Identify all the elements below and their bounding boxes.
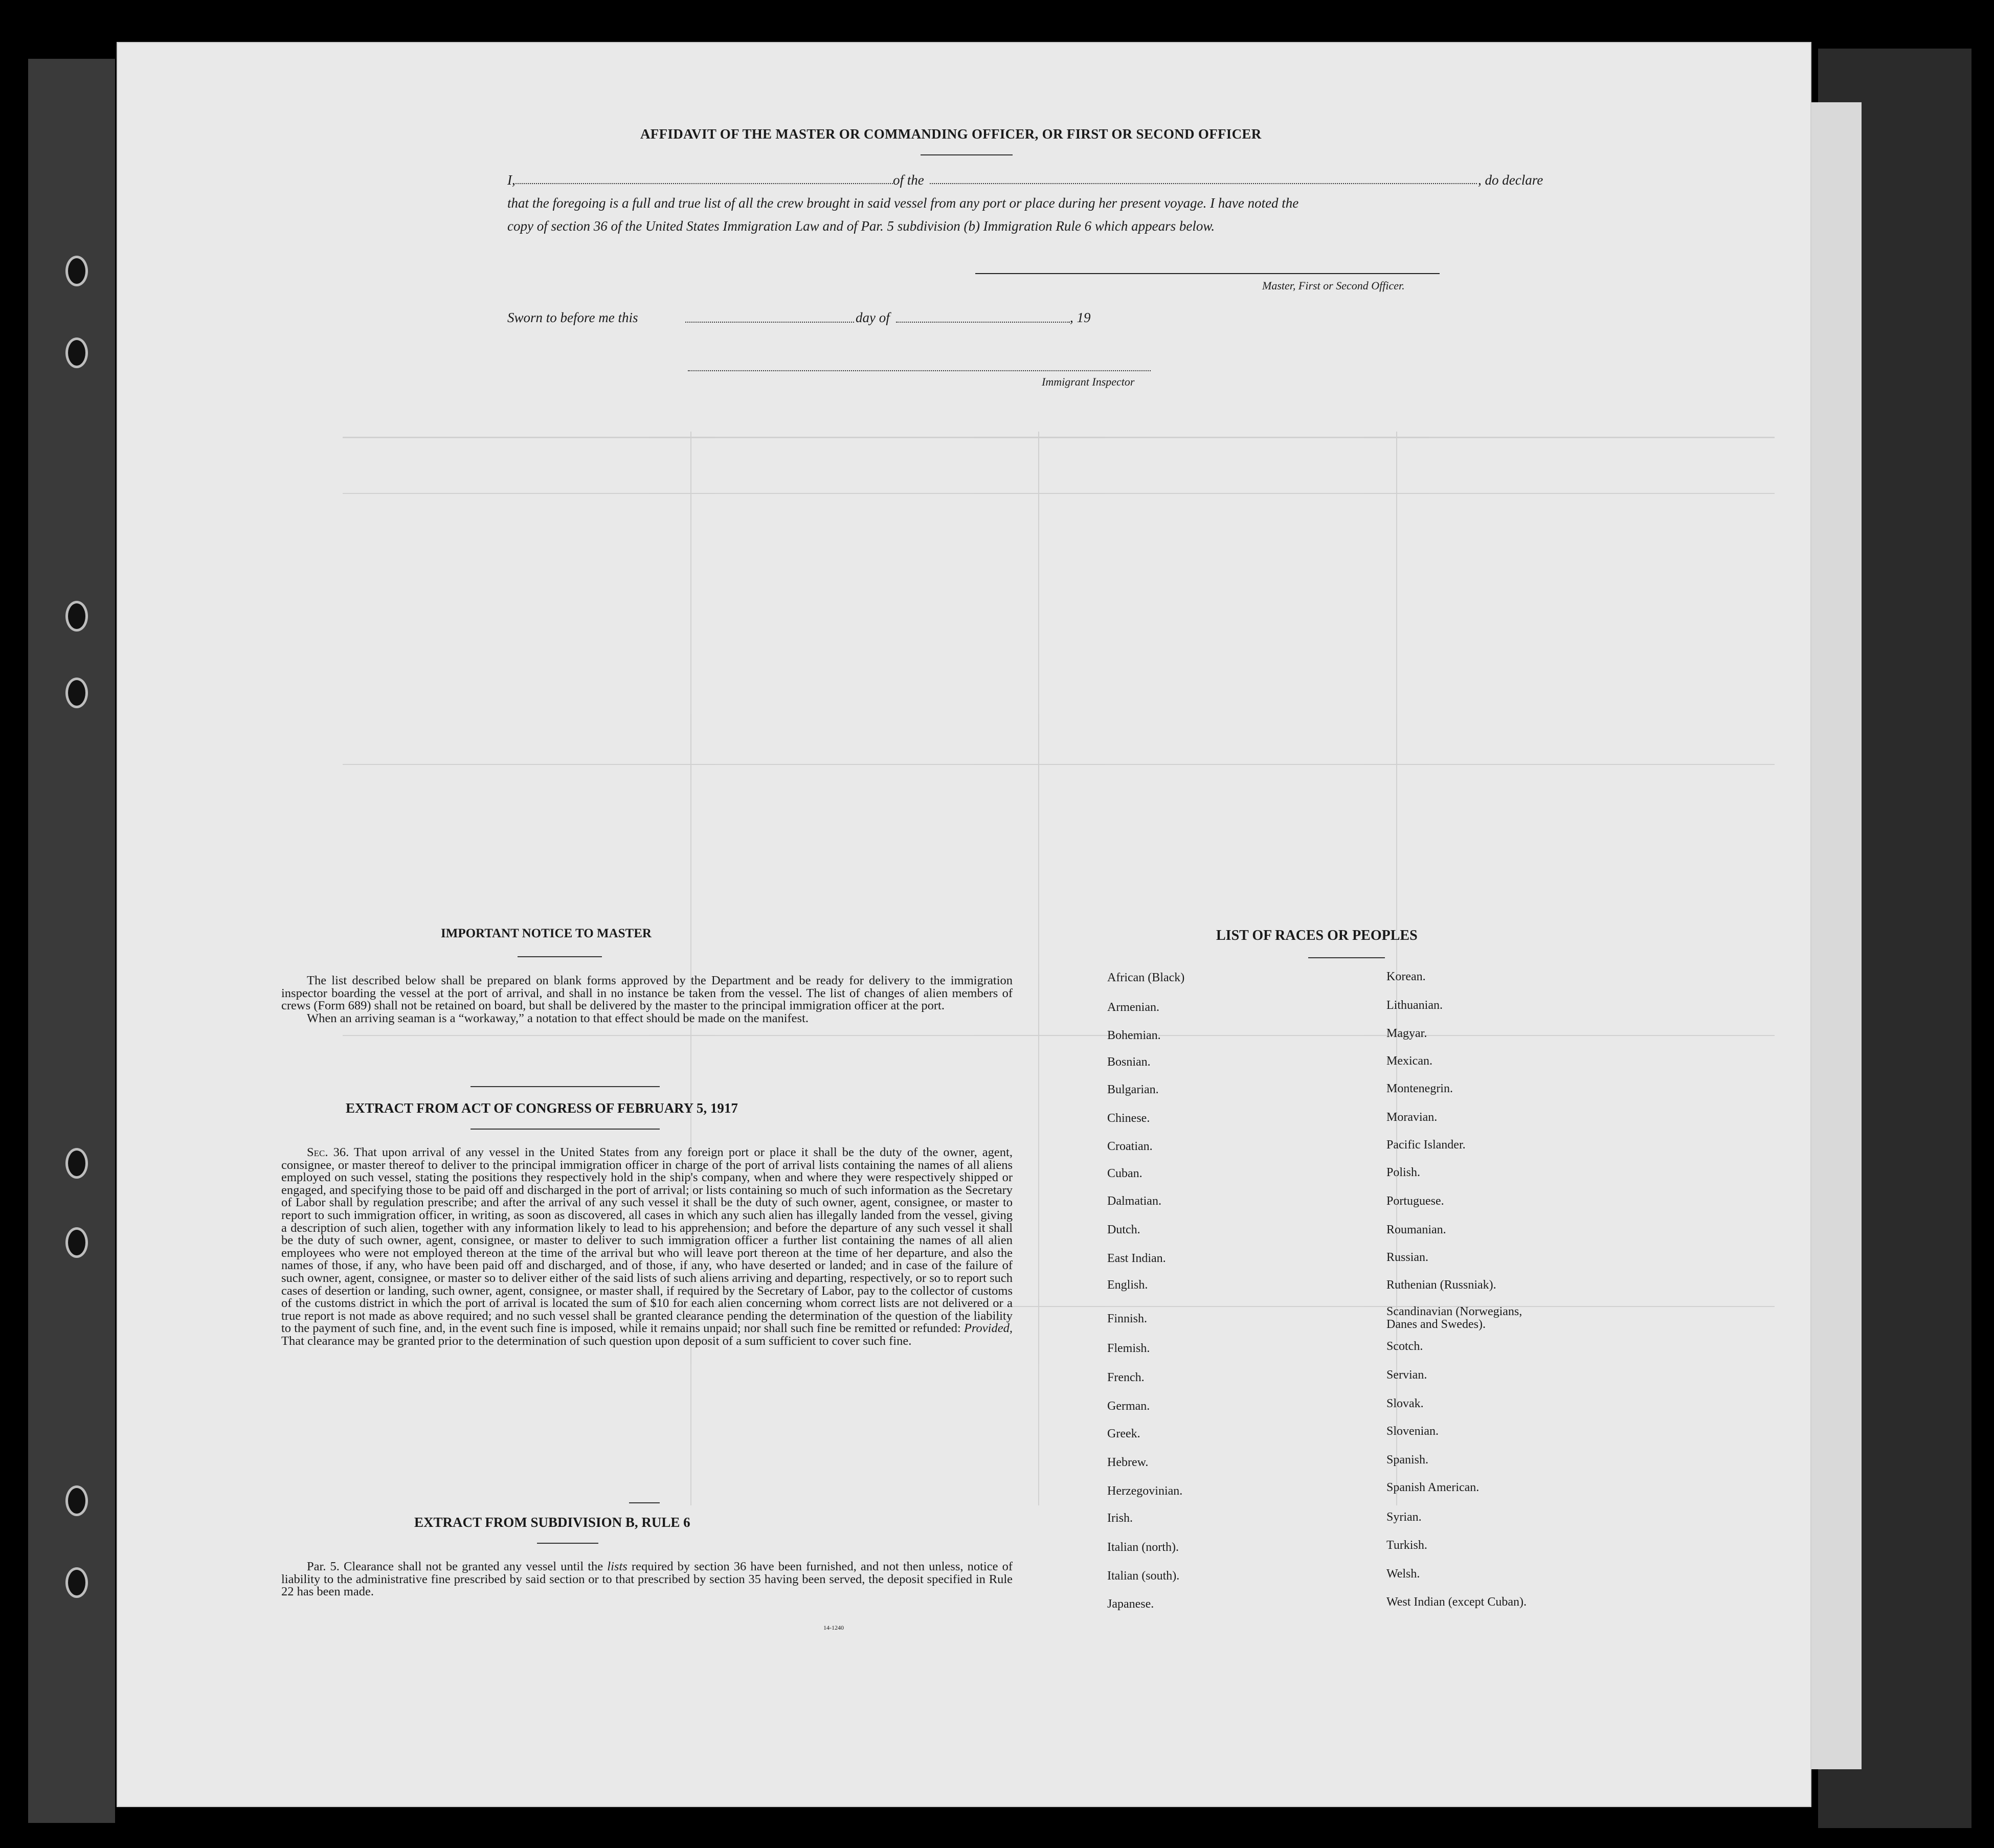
race-item: Dutch. [1107,1223,1140,1236]
binder-ring [65,337,88,368]
notice-body [281,975,1013,1025]
declarant-name-field[interactable] [516,183,893,184]
affidavit-line-2: copy of section 36 of the United States Immigration Law and of Par. 5 subdivision (b) Immigration Rule 6 which appears below. [507,218,1215,234]
sworn-day-field[interactable] [685,322,854,323]
race-item: Scotch. [1386,1340,1423,1353]
sworn-month-field[interactable] [896,322,1070,323]
race-item: Mexican. [1386,1054,1432,1068]
notice-paragraph-1: The list described below shall be prepared on blank forms approved by the Department and be ready for delivery to the immigration inspector boarding the vessel at the port of arrival, and shall in no instance be taken from the vessel. The list of changes of alien members of crews (Form 689) shall not be retained on board, but shall be delivered by the master to the principal immigration officer at the port. [281,974,1013,1013]
race-item: Italian (north). [1107,1541,1179,1554]
race-item: Spanish American. [1386,1481,1480,1494]
race-item: Montenegrin. [1386,1082,1453,1095]
race-item: Armenian. [1107,1001,1159,1014]
race-item: Herzegovinian. [1107,1484,1183,1498]
race-item: Slovenian. [1386,1425,1439,1438]
rule-extract-title: EXTRACT FROM SUBDIVISION B, RULE 6 [414,1515,690,1530]
race-item: Lithuanian. [1386,999,1443,1012]
race-item: French. [1107,1371,1145,1384]
binder-ring [65,1567,88,1598]
divider [471,1086,660,1087]
race-item: Dalmatian. [1107,1195,1161,1208]
race-item: Russian. [1386,1251,1429,1264]
race-item: Roumanian. [1386,1223,1446,1236]
races-title: LIST OF RACES OR PEOPLES [1216,928,1418,943]
race-item: Bosnian. [1107,1055,1151,1069]
race-item: Servian. [1386,1368,1427,1382]
declare-label: , do declare [1478,172,1543,188]
race-item: Chinese. [1107,1112,1150,1125]
race-item: Bulgarian. [1107,1083,1159,1096]
divider [629,1502,660,1503]
race-item: Spanish. [1386,1453,1429,1467]
divider [518,956,602,957]
affidavit-line-1: that the foregoing is a full and true list of all the crew brought in said vessel from any port or place during her present voyage. I have noted the [507,195,1299,211]
underlying-page [1805,102,1862,1769]
race-item: Cuban. [1107,1167,1142,1180]
section-label: Sec. 36. [307,1145,349,1159]
section-36-text-end: That clearance may be granted prior to the determination of such question upon deposit of a sum sufficient to cover such fine. [281,1334,912,1348]
race-item: Magyar. [1386,1027,1427,1040]
race-item: Korean. [1386,970,1426,983]
inspector-label: Immigrant Inspector [1042,375,1135,388]
rule-text-a: Par. 5. Clearance shall not be granted any vessel until the [307,1560,603,1573]
inspector-signature-field[interactable] [688,370,1151,371]
form-number: 14-1240 [823,1624,844,1631]
divider [537,1543,598,1544]
rule-lists-word: lists [607,1560,628,1573]
vessel-label: of the [893,172,924,188]
race-item: Scandinavian (Norwegians, [1386,1305,1522,1318]
race-item: Japanese. [1107,1597,1154,1611]
notice-paragraph-2: When an arriving seaman is a “workaway,” a notation to that effect should be made on the manifest. [307,1011,809,1025]
race-item: Turkish. [1386,1539,1427,1552]
race-item: Moravian. [1386,1111,1438,1124]
race-item: Finnish. [1107,1312,1148,1325]
race-item: Pacific Islander. [1386,1138,1466,1152]
master-signature-label: Master, First or Second Officer. [1262,279,1405,292]
binder-ring [65,1148,88,1179]
sworn-label: Sworn to before me this [507,310,638,325]
divider [1308,957,1385,958]
race-item: English. [1107,1278,1148,1292]
vessel-name-field[interactable] [930,183,1477,184]
act-extract-title: EXTRACT FROM ACT OF CONGRESS OF FEBRUARY 5, 1917 [346,1100,738,1116]
race-item: Portuguese. [1386,1195,1444,1208]
binder-ring [65,601,88,632]
race-item: Bohemian. [1107,1029,1161,1042]
race-item: Syrian. [1386,1511,1422,1524]
rule-extract-body [281,1561,1013,1598]
race-item: Irish. [1107,1512,1133,1525]
provided-label: Provided, [964,1321,1013,1336]
race-item: East Indian. [1107,1252,1166,1265]
affidavit-title: AFFIDAVIT OF THE MASTER OR COMMANDING OFFICER, OR FIRST OR SECOND OFFICER [640,126,1262,142]
bleed-through [312,104,1790,1704]
race-item: Flemish. [1107,1342,1150,1355]
race-item: Ruthenian (Russniak). [1386,1278,1496,1292]
race-item: African (Black) [1107,971,1185,984]
act-extract-body [281,1146,1013,1348]
binder-ring [65,1485,88,1516]
race-item: Polish. [1386,1166,1421,1179]
race-item: Slovak. [1386,1397,1424,1410]
section-36-text: That upon arrival of any vessel in the United States from any foreign port or place it shall be the duty of the owner, agent, consignee, or master thereof to deliver to the principal immigration officer in charge of the port of arrival lists containing the names of all aliens employed on such vessel, stating the positions they respectively hold in the ship's company, when and where they were respectively shipped or engaged, and specifying those to be paid off and discharged in the port of arrival; or lists containing so much of such information as the Secretary of Labor shall by regulation prescribe; and after the arrival of any such vessel it shall be the duty of such owner, agent, consignee, or master to report to such immigration officer, in writing, as soon as discovered, all cases in which any such alien has illegally landed from the vessel, giving a description of such alien, together with any information likely to lead to his apprehension; and before the departure of any such vessel it shall be the duty of such owner, agent, consignee, or master to deliver to such immigration officer a further list containing the names of all alien employees who were not employed thereon at the time of the arrival but who will leave port thereon at the time of her departure, and also the names of those, if any, who have been paid off and discharged, and of those, if any, who have deserted or landed; and in case of the failure of such owner, agent, consignee, or master so to deliver either of the said lists of such aliens arriving and departing, respectively, or so to report such cases of desertion or landing, such owner, agent, consignee, or master shall, if required by the Secretary of Labor, pay to the collector of customs of the customs district in which the port of arrival is located the sum of $10 for each alien concerning whom correct lists are not delivered or a true report is not made as above required; and no such vessel shall be granted clearance pending the determination of the question of the liability to the payment of such fine, and, in the event such fine is imposed, while it remains unpaid; nor shall such fine be remitted or refunded: [281,1145,1013,1336]
race-item: West Indian (except Cuban). [1386,1595,1527,1609]
race-item: Italian (south). [1107,1569,1180,1583]
binder-ring [65,678,88,708]
day-of-label: day of [856,310,890,325]
race-item: Hebrew. [1107,1456,1149,1469]
race-item: Greek. [1107,1427,1140,1440]
divider [471,1129,660,1130]
notice-title: IMPORTANT NOTICE TO MASTER [441,927,652,940]
master-signature-line[interactable] [975,273,1440,274]
declarant-label: I, [507,172,516,188]
binder-ring [65,256,88,286]
year-label: , 19 [1070,310,1091,325]
race-item: Welsh. [1386,1567,1420,1581]
race-item: Croatian. [1107,1140,1153,1153]
rule-text-b: required by section 36 have been furnished, and not then unless, notice of liability to the administrative fine prescribed by said section or to that prescribed by section 35 having been served, the deposit specified in Rule 22 has been made. [281,1560,1013,1599]
binder-edge-left [28,59,115,1823]
binder-ring [65,1227,88,1258]
race-item-continuation: Danes and Swedes). [1386,1318,1486,1331]
manifest-sheet [117,42,1811,1807]
race-item: German. [1107,1400,1150,1413]
divider [921,154,1013,155]
